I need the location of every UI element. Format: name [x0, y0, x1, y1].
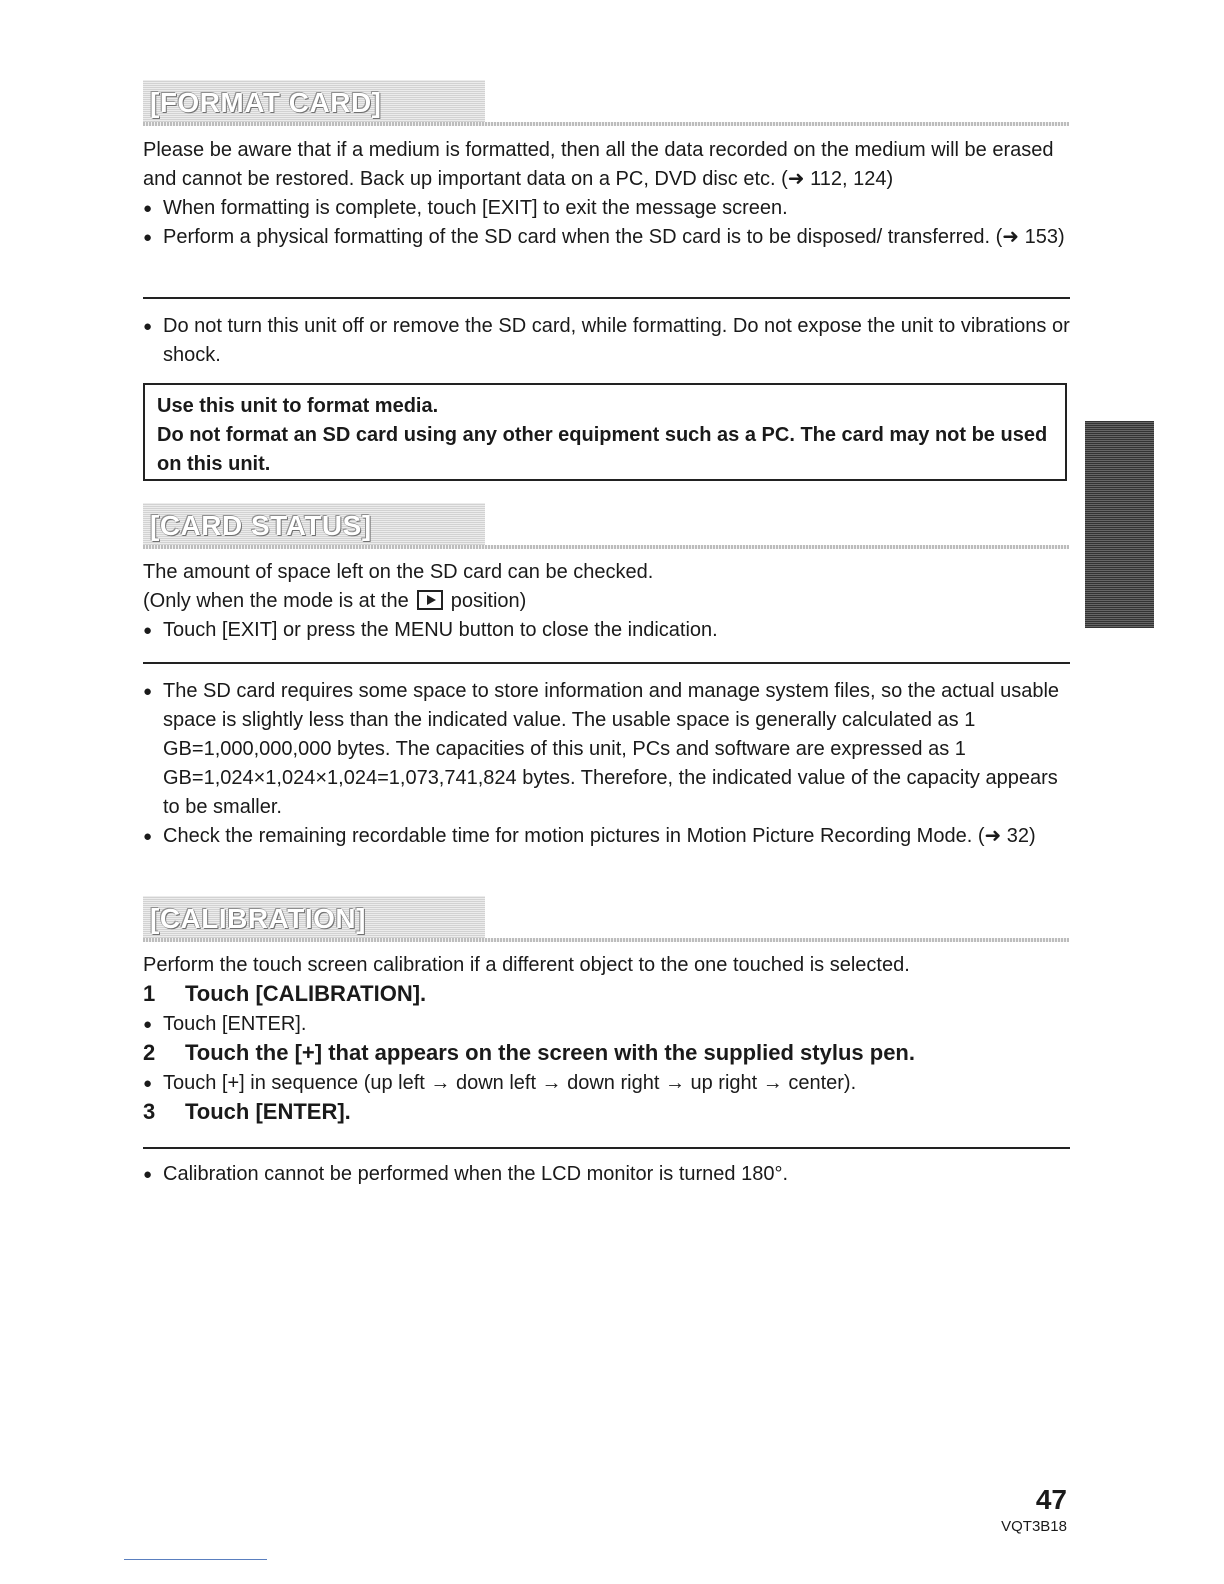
divider — [143, 297, 1070, 299]
format-card-header — [143, 80, 1069, 126]
chapter-tab — [1085, 421, 1154, 628]
card-status-title: [CARD STATUS] — [150, 510, 372, 541]
format-card-note — [143, 312, 1073, 370]
card-status-body — [143, 558, 1073, 645]
card-status-line2: (Only when the mode is at the position) — [143, 590, 527, 612]
format-warning-box — [143, 383, 1067, 481]
calibration-title: [CALIBRATION] — [150, 903, 366, 934]
step-3: 3 Touch [ENTER]. — [143, 1099, 351, 1124]
card-status-notes — [143, 677, 1073, 851]
list-item: ● Touch [EXIT] or press the MENU button to close the indication. — [143, 616, 1073, 645]
calibration-intro: Perform the touch screen calibration if a different object to the one touched is selected. — [143, 954, 910, 976]
format-card-body — [143, 136, 1073, 252]
document-code: VQT3B18 — [1001, 1518, 1067, 1535]
footer-line — [124, 1559, 267, 1560]
step-1: 1 Touch [CALIBRATION]. — [143, 981, 427, 1006]
list-item: ● Touch [ENTER]. — [143, 1010, 1073, 1039]
list-item: ● The SD card requires some space to store information and manage system files, so the actual usable space is slightly less than the indicated value. The usable space is generally calculated as 1 GB=1,000,000,000 bytes. The capacities of this unit, PCs and software are expressed as 1 GB=1,024×1,024×1,024=1,073,741,824 bytes. Therefore, the indicated value of the capacity appears to be smaller. — [143, 677, 1073, 822]
step-2: 2 Touch the [+] that appears on the screen with the supplied stylus pen. — [143, 1040, 915, 1065]
list-item: ● Calibration cannot be performed when the LCD monitor is turned 180°. — [143, 1160, 1073, 1189]
divider — [143, 662, 1070, 664]
calibration-header — [143, 896, 1069, 942]
list-item: ● Check the remaining recordable time for motion pictures in Motion Picture Recording Mode. (➜ 32) — [143, 822, 1073, 851]
list-item: ● Perform a physical formatting of the SD card when the SD card is to be disposed/ transferred. (➜ 153) — [143, 223, 1073, 252]
step-2-sub — [143, 1069, 1073, 1098]
list-item: ● Touch [+] in sequence (up left → down left → down right → up right → center). — [143, 1069, 1073, 1098]
step-1-sub — [143, 1010, 1073, 1039]
format-card-intro: Please be aware that if a medium is formatted, then all the data recorded on the medium will be erased and cannot be restored. Back up important data on a PC, DVD disc etc. (➜ 112, 124) — [143, 139, 1054, 190]
warning-line: Use this unit to format media. — [157, 395, 439, 417]
divider — [143, 1147, 1070, 1149]
warning-line: Do not format an SD card using any other equipment such as a PC. The card may not be used on this unit. — [157, 424, 1048, 475]
page-number: 47 — [1035, 1484, 1067, 1515]
card-status-line1: The amount of space left on the SD card can be checked. — [143, 561, 654, 583]
playback-mode-icon — [417, 590, 443, 610]
list-item: ● When formatting is complete, touch [EXIT] to exit the message screen. — [143, 194, 1073, 223]
list-item: ● Do not turn this unit off or remove the SD card, while formatting. Do not expose the unit to vibrations or shock. — [143, 312, 1073, 370]
format-card-title: [FORMAT CARD] — [150, 87, 382, 118]
card-status-header — [143, 503, 1069, 549]
calibration-note — [143, 1160, 1073, 1189]
